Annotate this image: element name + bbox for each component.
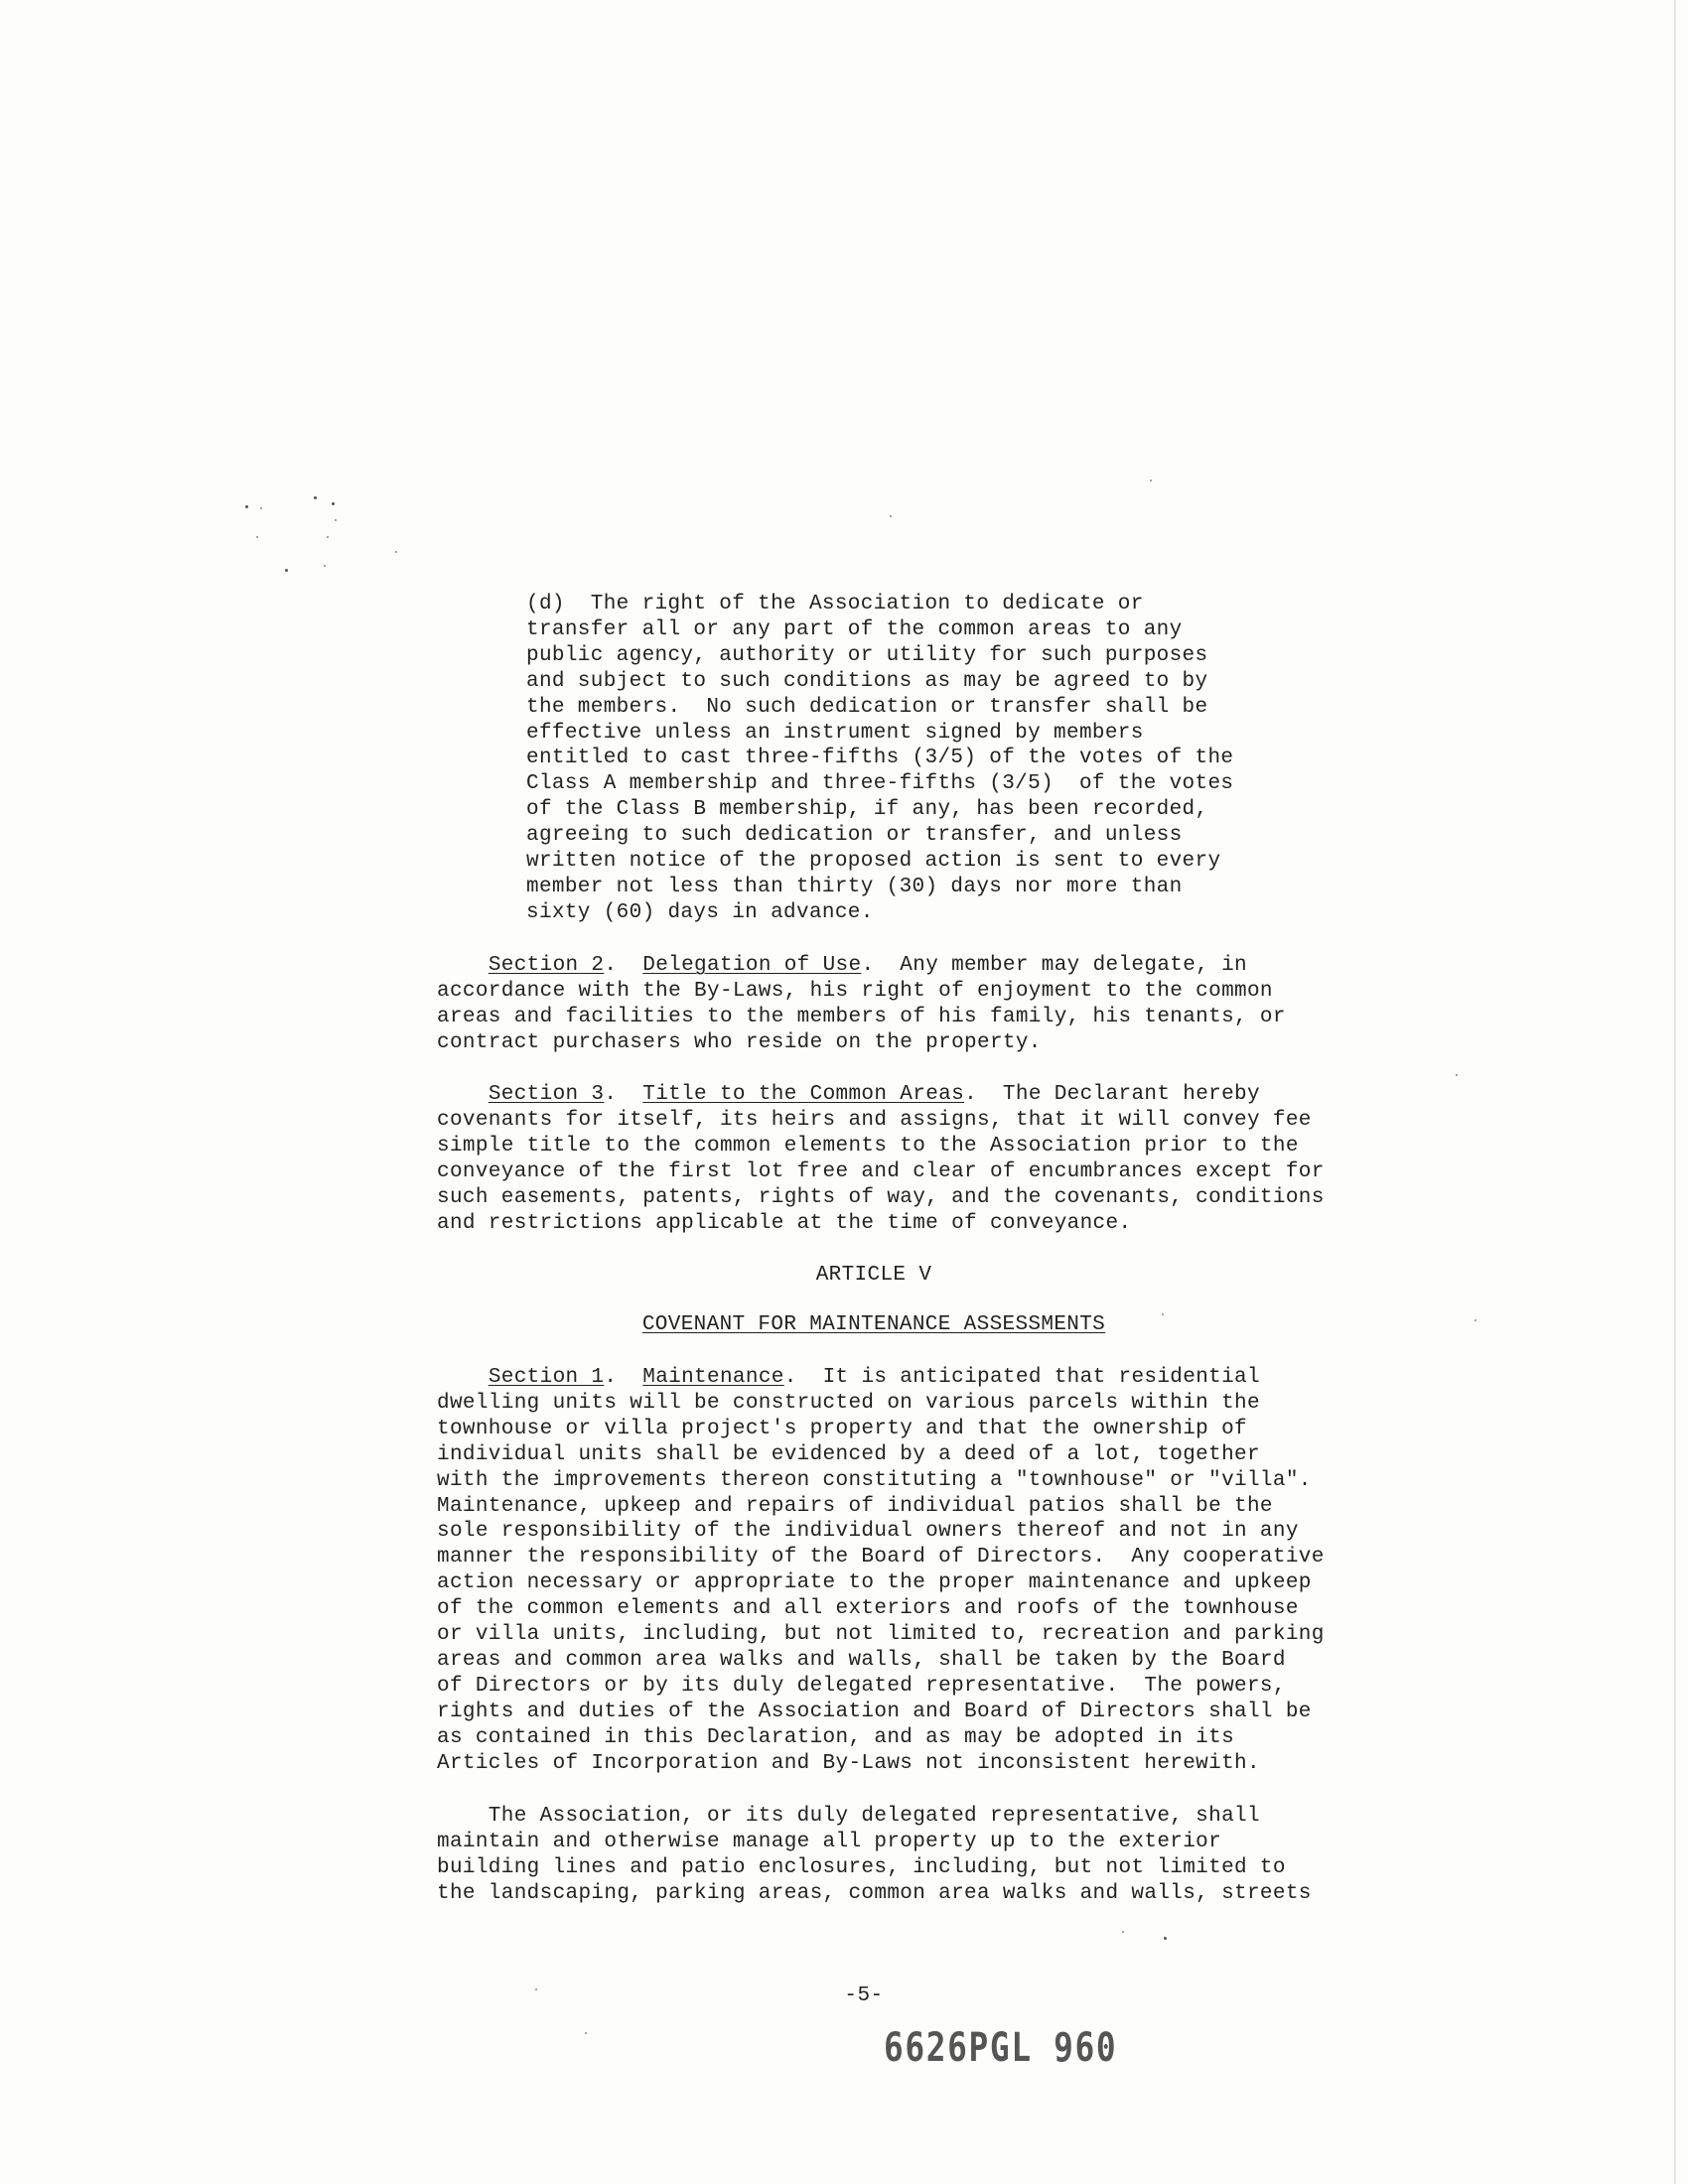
section-title: Maintenance [642,1366,784,1389]
text-line: effective unless an instrument signed by members [526,721,1144,745]
text-line: simple title to the common elements to the Association prior to the [437,1134,1299,1158]
section-number: Section 3 [488,1083,605,1106]
article-title [437,1312,1311,1338]
section-number: Section 1 [488,1366,605,1389]
text-line: transfer all or any part of the common areas to any [526,617,1183,641]
text-line: Maintenance, upkeep and repairs of individual patios shall be the [437,1494,1273,1518]
scan-speck [585,2032,587,2034]
section-heading-line: Section 3. Title to the Common Areas. The Declarant hereby [488,1083,1260,1106]
text-line: The Declarant hereby [977,1083,1260,1106]
scan-speck [335,519,337,521]
scan-speck [890,515,892,517]
text-line: accordance with the By-Laws, his right of enjoyment to the common [437,979,1273,1003]
text-line: building lines and patio enclosures, including, but not limited to [437,1855,1286,1879]
text-line: (d) The right of the Association to dedicate or [526,593,1144,615]
text-line: written notice of the proposed action is sent to every [526,850,1221,874]
text-line: agreeing to such dedication or transfer, and unless [526,824,1183,848]
text-line: member not less than thirty (30) days nor more than [526,875,1183,898]
text-line: the members. No such dedication or transfer shall be [526,695,1208,719]
article-heading: ARTICLE V [815,1264,932,1287]
scan-speck [314,496,317,499]
article-title-text: COVENANT FOR MAINTENANCE ASSESSMENTS [641,1313,1106,1336]
scan-speck [1475,1319,1477,1321]
text-line: such easements, patents, rights of way, and the covenants, conditions [437,1185,1325,1209]
text-line: maintain and otherwise manage all property up to the exterior [437,1830,1222,1853]
scan-speck [332,502,335,505]
text-line: sole responsibility of the individual owners thereof and not in any [437,1520,1299,1544]
text-line: Class A membership and three-fifths (3/5) of the votes [526,772,1234,796]
text-line: individual units shall be evidenced by a deed of a lot, together [437,1442,1260,1466]
section-3 [437,1082,1325,1236]
text-line: or villa units, including, but not limited to, recreation and parking [437,1623,1325,1647]
text-line: townhouse or villa project's property and that the ownership of [437,1417,1247,1440]
scan-speck [256,536,258,538]
text-line: of the Class B membership, if any, has been recorded, [526,798,1208,822]
text-line: manner the responsibility of the Board of Directors. Any cooperative [437,1546,1325,1570]
text-line: dwelling units will be constructed on various parcels within the [437,1391,1260,1415]
text-line: of Directors or by its duly delegated representative. The powers, [437,1674,1286,1698]
text-line: as contained in this Declaration, and as may be adopted in its [437,1725,1235,1749]
section-2 [437,953,1286,1056]
text-line: action necessary or appropriate to the proper maintenance and upkeep [437,1571,1312,1595]
page-edge-shadow [1674,0,1676,2184]
section-heading-line: Section 1. Maintenance. It is anticipated that residential [488,1366,1260,1389]
scan-speck [1150,479,1152,481]
paragraph-d [526,592,1233,926]
page-number: -5- [844,1984,884,2007]
scan-speck [1122,1931,1124,1933]
text-line: Any member may delegate, in [874,954,1247,977]
section-number: Section 2 [488,954,605,977]
text-line: entitled to cast three-fifths (3/5) of the votes of the [526,747,1234,770]
section-1 [437,1365,1325,1777]
text-line: Articles of Incorporation and By-Laws not inconsistent herewith. [437,1751,1260,1775]
text-line: public agency, authority or utility for such purposes [526,643,1208,667]
text-line: and subject to such conditions as may be agreed to by [526,669,1208,693]
scan-speck [327,536,329,538]
text-line: The Association, or its duly delegated representative, shall [437,1805,1260,1828]
scan-speck [1456,1074,1458,1076]
scan-speck [535,1988,537,1990]
text-line: and restrictions applicable at the time of conveyance. [437,1211,1132,1235]
section-heading-line: Section 2. Delegation of Use. Any member may delegate, in [488,954,1247,977]
scan-speck [1164,1937,1167,1940]
text-line: contract purchasers who reside on the property. [437,1030,1042,1054]
text-line: covenants for itself, its heirs and assigns, that it will convey fee [437,1108,1312,1132]
text-line: conveyance of the first lot free and clear of encumbrances except for [437,1160,1325,1183]
text-line: the landscaping, parking areas, common area walks and walls, streets [437,1881,1312,1905]
recording-stamp: 6626PGL 960 [884,2025,1118,2071]
scan-speck [285,569,288,572]
scan-speck [395,551,397,553]
association-paragraph [437,1804,1312,1907]
text-line: areas and common area walks and walls, shall be taken by the Board [437,1648,1286,1672]
text-line: sixty (60) days in advance. [526,900,874,924]
scan-speck [260,507,262,509]
text-line: rights and duties of the Association and Board of Directors shall be [437,1700,1312,1723]
text-line: with the improvements thereon constituting a "townhouse" or "villa". [437,1468,1312,1492]
section-title: Title to the Common Areas [642,1083,965,1106]
scan-speck [324,565,326,567]
text-line: It is anticipated that residential [796,1366,1260,1389]
section-title: Delegation of Use [642,954,862,977]
text-line: areas and facilities to the members of his family, his tenants, or [437,1005,1286,1028]
text-line: of the common elements and all exteriors and roofs of the townhouse [437,1597,1299,1621]
scan-speck [245,505,248,508]
